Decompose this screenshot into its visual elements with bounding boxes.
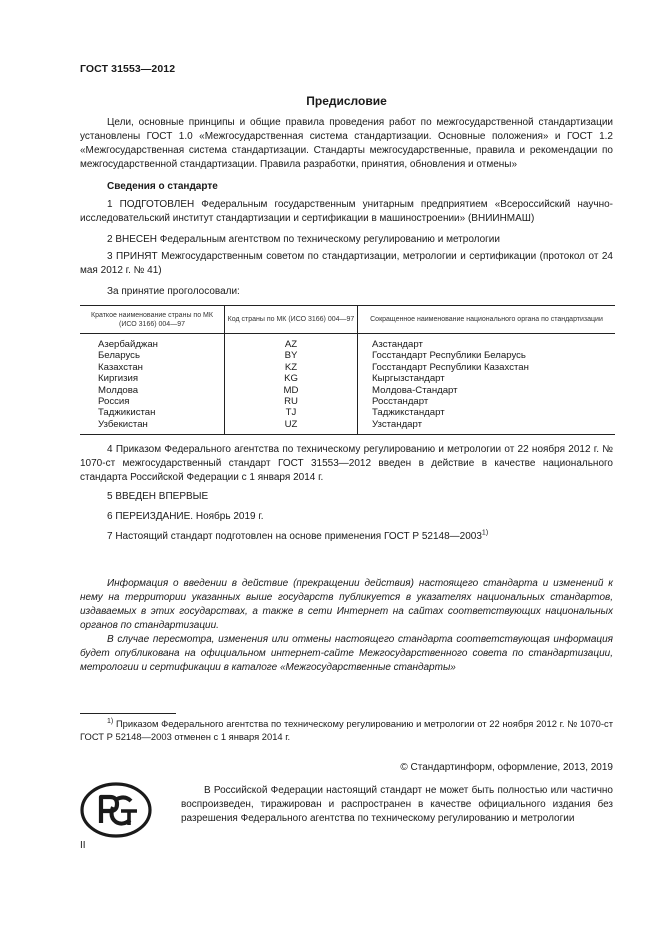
code-cell: UZ	[225, 419, 358, 435]
item-3-paragraph: 3 ПРИНЯТ Межгосударственным советом по стандартизации, метрологии и сертификации (протокол от 24 мая 2012 г. № 41)	[80, 251, 613, 276]
column-header-country: Краткое наименование страны по МК (ИСО 3166) 004—97	[80, 306, 225, 334]
country-cell: Молдова	[98, 384, 139, 396]
code-cell: BY	[225, 350, 358, 361]
table-row	[80, 362, 615, 373]
item-5-paragraph: 5 ВВЕДЕН ВПЕРВЫЕ	[107, 491, 209, 502]
reproduction-notice: В Российской Федерации настоящий стандарт не может быть полностью или частично воспроизведен, тиражирован и распространен в качестве официального издания без разрешения Федерального агентства по техническому регулированию и метрологии	[181, 785, 613, 825]
code-cell: MD	[225, 385, 358, 396]
column-header-body: Сокращенное наименование национального органа по стандартизации	[358, 306, 616, 334]
footnote	[80, 717, 613, 743]
body-cell: Росстандарт	[358, 396, 616, 407]
code-cell: AZ	[225, 334, 358, 351]
intro-paragraph: Цели, основные принципы и общие правила проведения работ по межгосударственной стандартизации установлены ГОСТ 1.0 «Межгосударственная система стандартизации. Основные положения» и ГОСТ 1.2 «Межгосударственная система стандартизации. Стандарты межгосударственные, правила и рекомендации по межгосударственной стандартизации. Правила разработки, принятия, обновления и отмены»	[80, 117, 613, 170]
body-cell: Молдова-Стандарт	[358, 385, 616, 396]
body-cell: Госстандарт Республики Казахстан	[358, 362, 616, 373]
item-6-paragraph: 6 ПЕРЕИЗДАНИЕ. Ноябрь 2019 г.	[107, 511, 264, 522]
footnote-reference: 1)	[481, 529, 489, 537]
item-7-paragraph	[80, 530, 613, 544]
section-heading: Сведения о стандарте	[107, 181, 218, 192]
document-code-header: ГОСТ 31553—2012	[80, 63, 176, 75]
body-cell: Таджикстандарт	[358, 407, 616, 418]
footnote-mark: 1)	[107, 717, 114, 725]
body-cell: Кыргызстандарт	[358, 373, 616, 384]
table-row	[80, 407, 615, 418]
country-cell: Казахстан	[98, 361, 143, 373]
footnote-divider	[80, 713, 176, 714]
page-number: II	[80, 840, 86, 851]
country-cell: Азербайджан	[98, 339, 158, 350]
code-cell: KG	[225, 373, 358, 384]
body-cell: Госстандарт Республики Беларусь	[358, 350, 616, 361]
footnote-text: Приказом Федерального агентства по техническому регулированию и метрологии от 22 ноября 2012 г. № 1070-ст ГОСТ Р 52148—2003 отменен с 1 января 2014 г.	[80, 718, 613, 742]
code-cell: KZ	[225, 362, 358, 373]
country-cell: Беларусь	[98, 350, 140, 362]
country-cell: Таджикистан	[98, 407, 156, 419]
rst-certification-mark-icon	[79, 781, 153, 839]
table-row	[80, 350, 615, 361]
table-row	[80, 373, 615, 384]
country-cell: Узбекистан	[80, 419, 225, 435]
country-cell: Киргизия	[98, 373, 139, 385]
vote-label: За принятие проголосовали:	[107, 286, 240, 297]
table-header-row	[80, 306, 615, 334]
table-row	[80, 385, 615, 396]
country-cell: Россия	[98, 396, 130, 408]
item-2-paragraph: 2 ВНЕСЕН Федеральным агентством по техническому регулированию и метрологии	[107, 234, 500, 245]
column-header-code: Код страны по МК (ИСО 3166) 004—97	[225, 306, 358, 334]
table-row	[80, 334, 615, 351]
voting-countries-table	[80, 305, 615, 435]
info-paragraph-2: В случае пересмотра, изменения или отмены настоящего стандарта соответствующая информация будет опубликована на официальном интернет-сайте Межгосударственного совета по стандартизации, метрологии и сертификации в каталоге «Межгосударственные стандарты»	[80, 634, 613, 673]
item-4-paragraph: 4 Приказом Федерального агентства по техническому регулированию и метрологии от 22 ноября 2012 г. № 1070-ст межгосударственный стандарт ГОСТ 31553—2012 введен в действие в качестве национального стандарта Российской Федерации с 1 января 2014 г.	[80, 444, 613, 483]
code-cell: RU	[225, 396, 358, 407]
item-7-text: 7 Настоящий стандарт подготовлен на основе применения ГОСТ Р 52148—2003	[107, 531, 482, 542]
code-cell: TJ	[225, 407, 358, 418]
page-title: Предисловие	[306, 94, 387, 108]
info-paragraph-1: Информация о введении в действие (прекращении действия) настоящего стандарта и изменений к нему на территории указанных выше государств публикуется в указателях национальных стандартов, издаваемых в этих государствах, а также в сети Интернет на сайтах соответствующих национальных органов по стандартизации.	[80, 578, 613, 631]
table-row	[80, 396, 615, 407]
table-row	[80, 419, 615, 435]
body-cell: Узстандарт	[358, 419, 616, 435]
copyright-line: © Стандартинформ, оформление, 2013, 2019	[400, 762, 613, 773]
item-1-paragraph: 1 ПОДГОТОВЛЕН Федеральным государственным унитарным предприятием «Всероссийский научно-исследовательский институт стандартизации и сертификации в машиностроении» (ВНИИНМАШ)	[80, 199, 613, 224]
body-cell: Азстандарт	[358, 334, 616, 351]
